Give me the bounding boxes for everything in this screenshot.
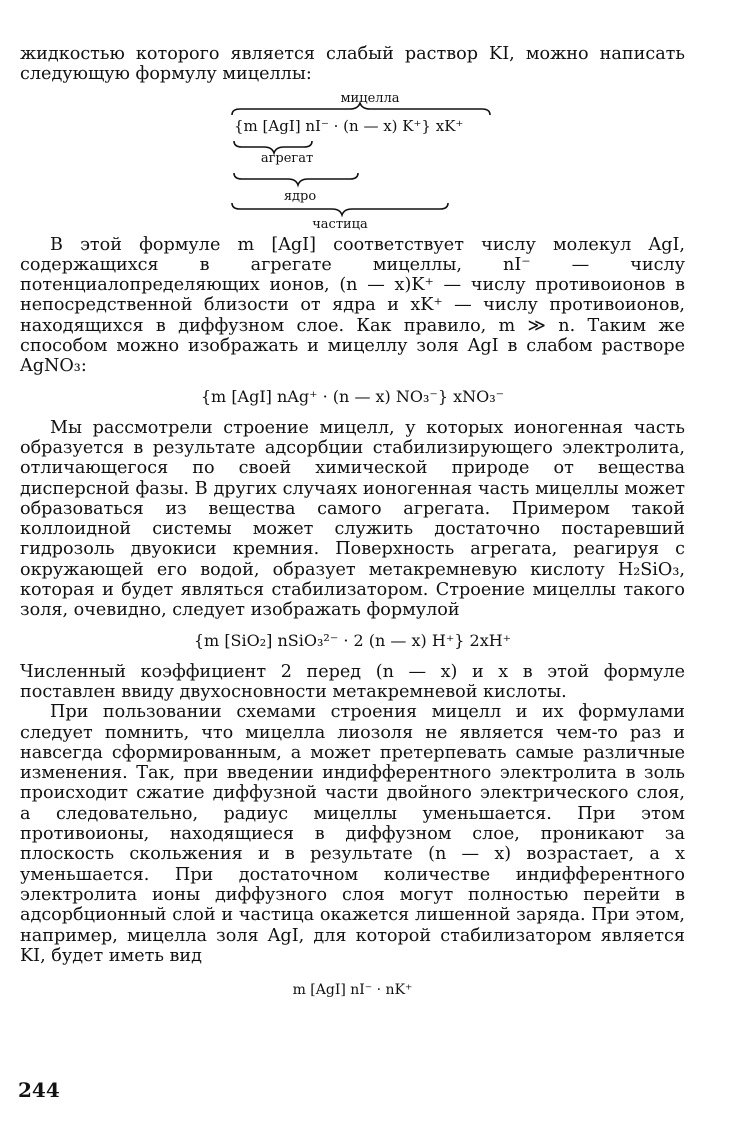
brace-particle xyxy=(232,203,448,215)
paragraph-changes: При пользовании схемами строения мицелл и их формулами следует помнить, что мицелла лиозоля не является чем-то раз и навсегда сформированным, а может претерпевать самые различные изменения. Так, при введении индифферентного электролита в золь происходит сжатие диффузной части двойного электрического слоя, а следовательно, радиус мицеллы уменьшается. При этом противоионы, находящиеся в диффузном слое, проникают за плоскость скольжения и в результате (n — x) возрастает, а x уменьшается. При достаточном количестве индифферентного электролита ионы диффузного слоя могут полностью перейти в адсорбционный слой и частица окажется лишенной заряда. При этом, например, мицелла золя AgI, для которой стабилизатором является KI, будет иметь вид xyxy=(20,702,685,966)
brace-aggregate xyxy=(234,141,312,153)
brace-core xyxy=(234,173,358,185)
formula-silica: {m [SiO₂] nSiO₃²⁻ · 2 (n — x) H⁺} 2xH⁺ xyxy=(193,630,512,650)
page-number: 244 xyxy=(18,1078,60,1102)
formula-final: m [AgI] nI⁻ · nK⁺ xyxy=(292,982,413,999)
scheme-braces xyxy=(20,85,685,235)
formula-agno3: {m [AgI] nAg⁺ · (n — x) NO₃⁻} xNO₃⁻ xyxy=(200,386,505,406)
paragraph-formula-explanation: В этой формуле m [AgI] соответствует числу молекул AgI, содержащихся в агрегате мицеллы, nI⁻ — числу потенциалопределяющих ионов, (n — x)K⁺ — числу противоионов в непосредственной близости от ядра и xK⁺ — числу противоионов, находящихся в диффузном слое. Как правило, m ≫ n. Таким же способом можно изображать и мицеллу золя AgI в слабом растворе AgNO₃: xyxy=(20,234,685,377)
page-body xyxy=(20,44,685,998)
paragraph-intro: жидкостью которого является слабый раствор KI, можно написать следующую формулу мицеллы: xyxy=(20,44,685,85)
brace-micelle xyxy=(232,103,490,115)
paragraph-coefficient: Численный коэффициент 2 перед (n — x) и x в этой формуле поставлен ввиду двухосновности метакремневой кислоты. xyxy=(20,661,685,702)
micelle-formula: {m [AgI] nI⁻ · (n — x) K⁺} xK⁺ xyxy=(234,116,464,135)
label-particle: частица xyxy=(312,216,368,232)
label-aggregate: агрегат xyxy=(260,150,314,166)
paragraph-silica: Мы рассмотрели строение мицелл, у которых ионогенная часть образуется в результате адсорбции стабилизирующего электролита, отличающегося по своей химической природе от вещества дисперсной фазы. В других случаях ионогенная часть мицеллы может образоваться из вещества самого агрегата. Примером такой коллоидной системы может служить достаточно постаревший гидрозоль двуокиси кремния. Поверхность агрегата, реагируя с окружающей его водой, образует метакремневую кислоту H₂SiO₃, которая и будет являться стабилизатором. Строение мицеллы такого золя, очевидно, следует изображать формулой xyxy=(20,417,685,621)
label-core: ядро xyxy=(283,188,317,204)
label-micelle: мицелла xyxy=(340,90,400,106)
micelle-scheme xyxy=(20,85,685,235)
